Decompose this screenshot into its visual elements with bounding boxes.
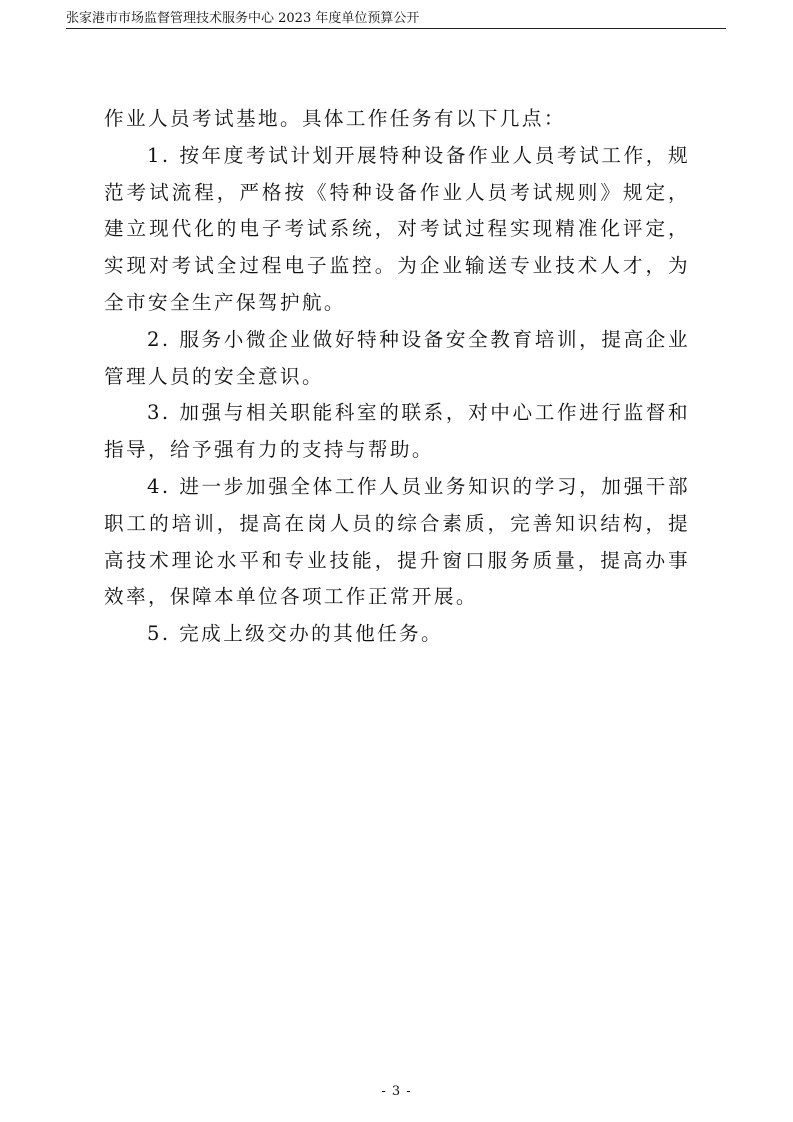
paragraph-item-3: 3. 加强与相关职能科室的联系，对中心工作进行监督和指导，给予强有力的支持与帮助。 <box>104 401 690 462</box>
page-header <box>66 10 726 30</box>
page-number: - 3 - <box>381 1084 412 1099</box>
paragraph-item-2: 2. 服务小微企业做好特种设备安全教育培训，提高企业管理人员的安全意识。 <box>104 327 690 388</box>
paragraph-item-5: 5. 完成上级交办的其他任务。 <box>147 622 444 646</box>
document-body <box>104 101 690 653</box>
header-title: 张家港市市场监督管理技术服务中心 2023 年度单位预算公开 <box>66 11 420 26</box>
paragraph-intro: 作业人员考试基地。具体工作任务有以下几点： <box>104 107 566 130</box>
paragraph-item-4: 4. 进一步加强全体工作人员业务知识的学习，加强干部职工的培训，提高在岗人员的综合素质，完善知识结构，提高技术理论水平和专业技能，提升窗口服务质量，提高办事效率，保障本单位各项工作正常开展。 <box>104 474 690 609</box>
header-divider <box>66 28 726 29</box>
paragraph-item-1: 1. 按年度考试计划开展特种设备作业人员考试工作，规范考试流程，严格按《特种设备作业人员考试规则》规定，建立现代化的电子考试系统，对考试过程实现精准化评定，实现对考试全过程电子监控。为企业输送专业技术人才，为全市安全生产保驾护航。 <box>104 143 690 314</box>
